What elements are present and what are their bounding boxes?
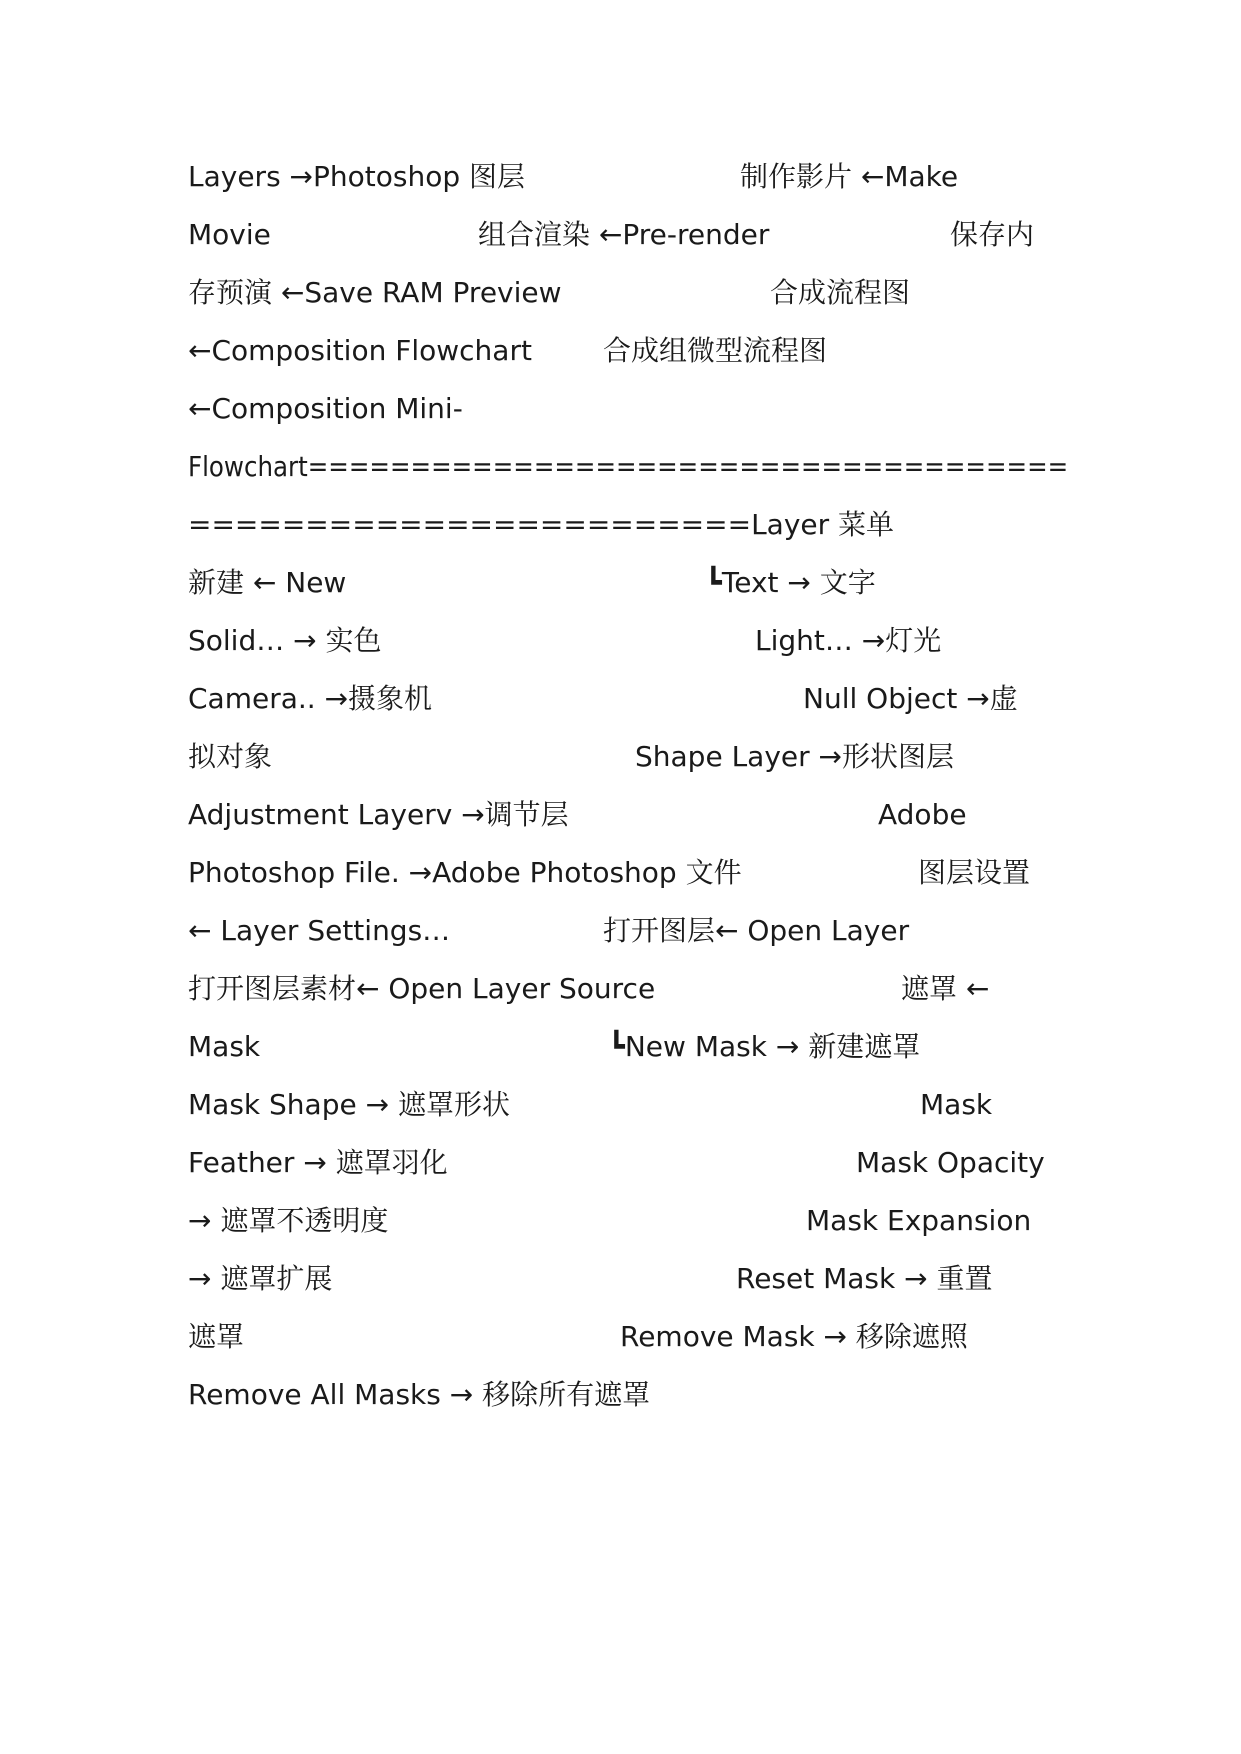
text-segment: Mask <box>188 1030 261 1063</box>
text-segment: 遮罩 <box>188 1320 245 1353</box>
text-segment: Mask Shape → 遮罩形状 <box>188 1088 510 1121</box>
text-segment: Solid… → 实色 <box>188 624 382 657</box>
text-line <box>188 385 1068 433</box>
text-line <box>188 443 1068 491</box>
text-segment: 组合渲染 ←Pre-render <box>478 218 770 251</box>
text-line <box>188 791 1068 839</box>
text-line <box>188 1371 1068 1419</box>
text-segment: ========================Layer 菜单 <box>188 508 895 541</box>
text-line <box>188 849 1068 897</box>
text-line <box>188 1139 1068 1187</box>
text-segment: Mask Opacity <box>856 1146 1045 1179</box>
text-segment: Adjustment Layerv →调节层 <box>188 798 569 831</box>
text-segment: Reset Mask → 重置 <box>736 1262 993 1295</box>
text-segment: 合成组微型流程图 <box>603 334 828 367</box>
text-line <box>188 1081 1068 1129</box>
text-line <box>188 675 1068 723</box>
text-segment: 制作影片 ←Make <box>740 160 959 193</box>
text-segment: 新建 ← New <box>188 566 347 599</box>
text-segment: 存预演 ←Save RAM Preview <box>188 276 562 309</box>
text-line <box>188 965 1068 1013</box>
text-segment: Light… →灯光 <box>755 624 942 657</box>
text-line <box>188 733 1068 781</box>
text-segment: ←Composition Flowchart <box>188 334 532 367</box>
text-line <box>188 1255 1068 1303</box>
text-segment: Adobe <box>878 798 967 831</box>
text-segment: Mask Expansion <box>806 1204 1032 1237</box>
text-line <box>188 1023 1068 1071</box>
text-line <box>188 1313 1068 1361</box>
text-segment: Mask <box>920 1088 993 1121</box>
text-line <box>188 153 1068 201</box>
text-segment: → 遮罩不透明度 <box>188 1204 389 1237</box>
text-segment: Flowchart===================================== <box>188 450 1069 483</box>
text-segment: Remove Mask → 移除遮照 <box>620 1320 968 1353</box>
text-segment: Null Object →虚 <box>803 682 1018 715</box>
text-segment: Movie <box>188 218 271 251</box>
text-line <box>188 327 1068 375</box>
text-line <box>188 211 1068 259</box>
text-segment: 拟对象 <box>188 740 273 773</box>
text-line <box>188 501 1068 549</box>
text-line <box>188 269 1068 317</box>
text-segment: Feather → 遮罩羽化 <box>188 1146 448 1179</box>
text-segment: ← Layer Settings… <box>188 914 451 947</box>
text-segment: 图层设置 <box>918 856 1031 889</box>
text-segment: 打开图层素材← Open Layer Source <box>188 972 656 1005</box>
text-segment: 合成流程图 <box>770 276 911 309</box>
text-line <box>188 559 1068 607</box>
text-segment: 打开图层← Open Layer <box>603 914 910 947</box>
text-segment: → 遮罩扩展 <box>188 1262 333 1295</box>
text-segment: ┗New Mask → 新建遮罩 <box>608 1030 921 1063</box>
text-segment: 遮罩 ← <box>901 972 990 1005</box>
text-segment: Layers →Photoshop 图层 <box>188 160 526 193</box>
text-segment: Remove All Masks → 移除所有遮罩 <box>188 1378 651 1411</box>
text-line <box>188 907 1068 955</box>
text-segment: 保存内 <box>950 218 1035 251</box>
text-line <box>188 617 1068 665</box>
text-segment: ┗Text → 文字 <box>705 566 876 599</box>
text-segment: Camera.. →摄象机 <box>188 682 433 715</box>
text-segment: ←Composition Mini- <box>188 392 463 425</box>
text-segment: Photoshop File. →Adobe Photoshop 文件 <box>188 856 742 889</box>
text-line <box>188 1197 1068 1245</box>
text-segment: Shape Layer →形状图层 <box>635 740 955 773</box>
